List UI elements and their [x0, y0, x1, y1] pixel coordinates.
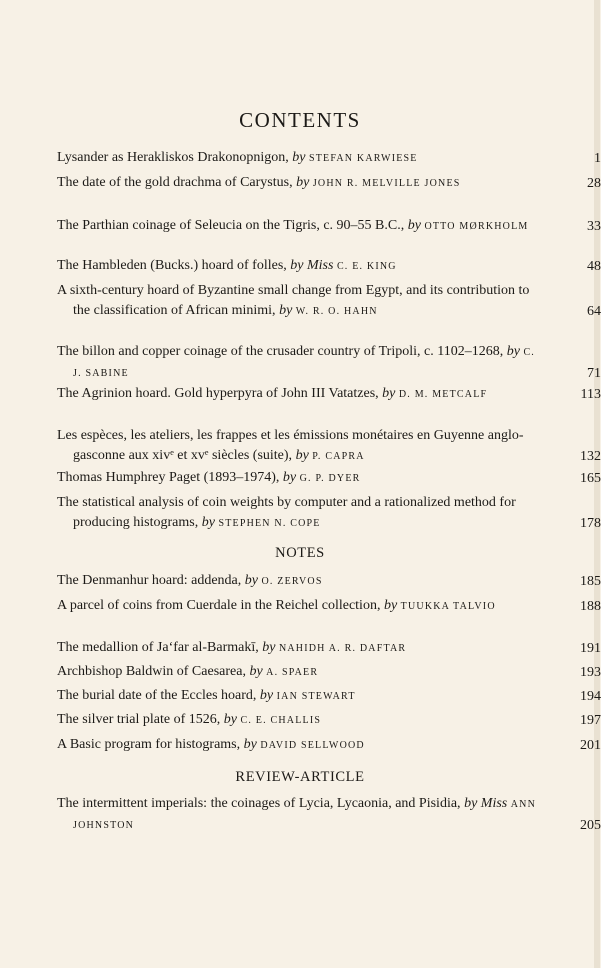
entry-title: The statistical analysis of coin weights by computer and a rationalized method for producing histograms, [57, 495, 516, 530]
entry-page: 71 [587, 365, 601, 381]
entry-title: The medallion of Ja‘far al-Barmakī, [57, 640, 259, 655]
entry-title: Archbishop Baldwin of Caesarea, [57, 664, 246, 679]
entry-title: The billon and copper coinage of the crusader country of Tripoli, c. 1102–1268, [57, 344, 504, 359]
toc-entry [57, 493, 601, 533]
entry-page: 191 [580, 641, 601, 656]
entry-by: by Miss [290, 258, 334, 273]
entry-author: W. R. O. HAHN [295, 305, 378, 317]
entry-by: by [259, 688, 274, 703]
entry-by: by [382, 386, 396, 401]
contents-heading: CONTENTS [239, 108, 361, 132]
entry-page: 197 [580, 713, 601, 728]
entry-by: by [383, 598, 398, 613]
entry-page: 132 [580, 448, 601, 464]
entry-page: 188 [580, 599, 601, 614]
entry-author: G. P. DYER [299, 473, 361, 484]
entry-title: The silver trial plate of 1526, [57, 712, 221, 727]
entry-by: by [407, 218, 421, 233]
entry-page: 48 [587, 259, 601, 274]
entry-by: by [249, 664, 263, 679]
notes-heading: NOTES [275, 545, 325, 561]
entry-author: STEPHEN N. COPE [218, 517, 321, 529]
entry-by: by [292, 150, 306, 165]
entry-by: by [282, 470, 297, 485]
entry-title: The Agrinion hoard. Gold hyperpyra of John III Vatatzes, [57, 386, 379, 401]
toc-entry [57, 342, 601, 383]
entry-page: 1 [594, 151, 601, 166]
toc-entry [57, 571, 601, 592]
review-article-heading: REVIEW-ARTICLE [235, 769, 365, 785]
entry-title: Thomas Humphrey Paget (1893–1974), [57, 470, 280, 485]
entry-author: OTTO MØRKHOLM [424, 221, 529, 232]
entry-title: Les espèces, les ateliers, les frappes et les émissions monétaires en Guyenne anglo-gasconne aux xivᵉ et xvᵉ siècles (suite), [57, 428, 524, 463]
entry-page: 165 [580, 471, 601, 486]
entry-title: The burial date of the Eccles hoard, [57, 688, 257, 703]
toc-entry [57, 638, 601, 659]
entry-by: by [295, 447, 309, 463]
entry-author: C. E. KING [336, 261, 397, 272]
entry-by: by [279, 302, 293, 318]
entry-author: A. SPAER [266, 667, 319, 678]
entry-title: The intermittent imperials: the coinages of Lycia, Lycaonia, and Pisidia, [57, 796, 461, 811]
toc-entry [57, 216, 601, 237]
entry-author: TUUKKA TALVIO [400, 601, 496, 612]
entry-page: 33 [587, 219, 601, 234]
entry-author: DAVID SELLWOOD [260, 740, 365, 751]
entry-by: by [296, 175, 310, 190]
entry-author: C. J. SABINE [73, 347, 536, 379]
entry-title: The Hambleden (Bucks.) hoard of folles, [57, 258, 287, 273]
entry-author: D. M. METCALF [398, 389, 488, 400]
toc-entry [57, 173, 601, 194]
toc-entry [57, 596, 601, 617]
entry-by: by [223, 712, 238, 727]
entry-page: 178 [580, 515, 601, 531]
entry-author: C. E. CHALLIS [240, 715, 322, 726]
entry-title: A sixth-century hoard of Byzantine small change from Egypt, and its contribution to the classification of African minimi, [57, 283, 530, 318]
entry-by: by [506, 344, 520, 359]
toc-entry [57, 384, 601, 405]
toc-entry [57, 281, 601, 321]
toc-entry [57, 794, 601, 835]
entry-page: 64 [587, 303, 601, 319]
entry-page: 205 [580, 817, 601, 833]
entry-author: STEFAN KARWIESE [308, 153, 418, 164]
entry-title: The Denmanhur hoard: addenda, [57, 573, 242, 588]
entry-author: IAN STEWART [276, 691, 356, 702]
entry-author: JOHN R. MELVILLE JONES [312, 178, 461, 189]
entry-by: by [244, 573, 258, 588]
entry-page: 113 [580, 387, 601, 402]
toc-entry [57, 710, 601, 731]
entry-page: 28 [587, 176, 601, 191]
entry-page: 193 [580, 665, 601, 680]
entry-author: ANN JOHNSTON [73, 799, 536, 831]
entry-by: by [262, 640, 276, 655]
entry-author: P. CAPRA [312, 450, 365, 462]
toc-entry [57, 686, 601, 707]
toc-entry [57, 256, 601, 277]
entry-page: 201 [580, 738, 601, 753]
entry-title: Lysander as Herakliskos Drakonopnigon, [57, 150, 289, 165]
toc-entry [57, 735, 601, 756]
entry-title: A Basic program for histograms, [57, 737, 241, 752]
entry-title: The date of the gold drachma of Carystus, [57, 175, 293, 190]
entry-page: 185 [580, 574, 601, 589]
entry-by: by [243, 737, 257, 752]
toc-entry [57, 662, 601, 683]
toc-entry [57, 148, 601, 169]
entry-author: O. ZERVOS [261, 576, 323, 587]
toc-entry [57, 468, 601, 489]
toc-entry [57, 426, 601, 466]
entry-page: 194 [580, 689, 601, 704]
entry-by: by Miss [464, 796, 508, 811]
entry-title: A parcel of coins from Cuerdale in the Reichel collection, [57, 598, 381, 613]
entry-author: NAHIDH A. R. DAFTAR [278, 643, 407, 654]
entry-by: by [201, 514, 215, 530]
entry-title: The Parthian coinage of Seleucia on the Tigris, c. 90–55 B.C., [57, 218, 405, 233]
